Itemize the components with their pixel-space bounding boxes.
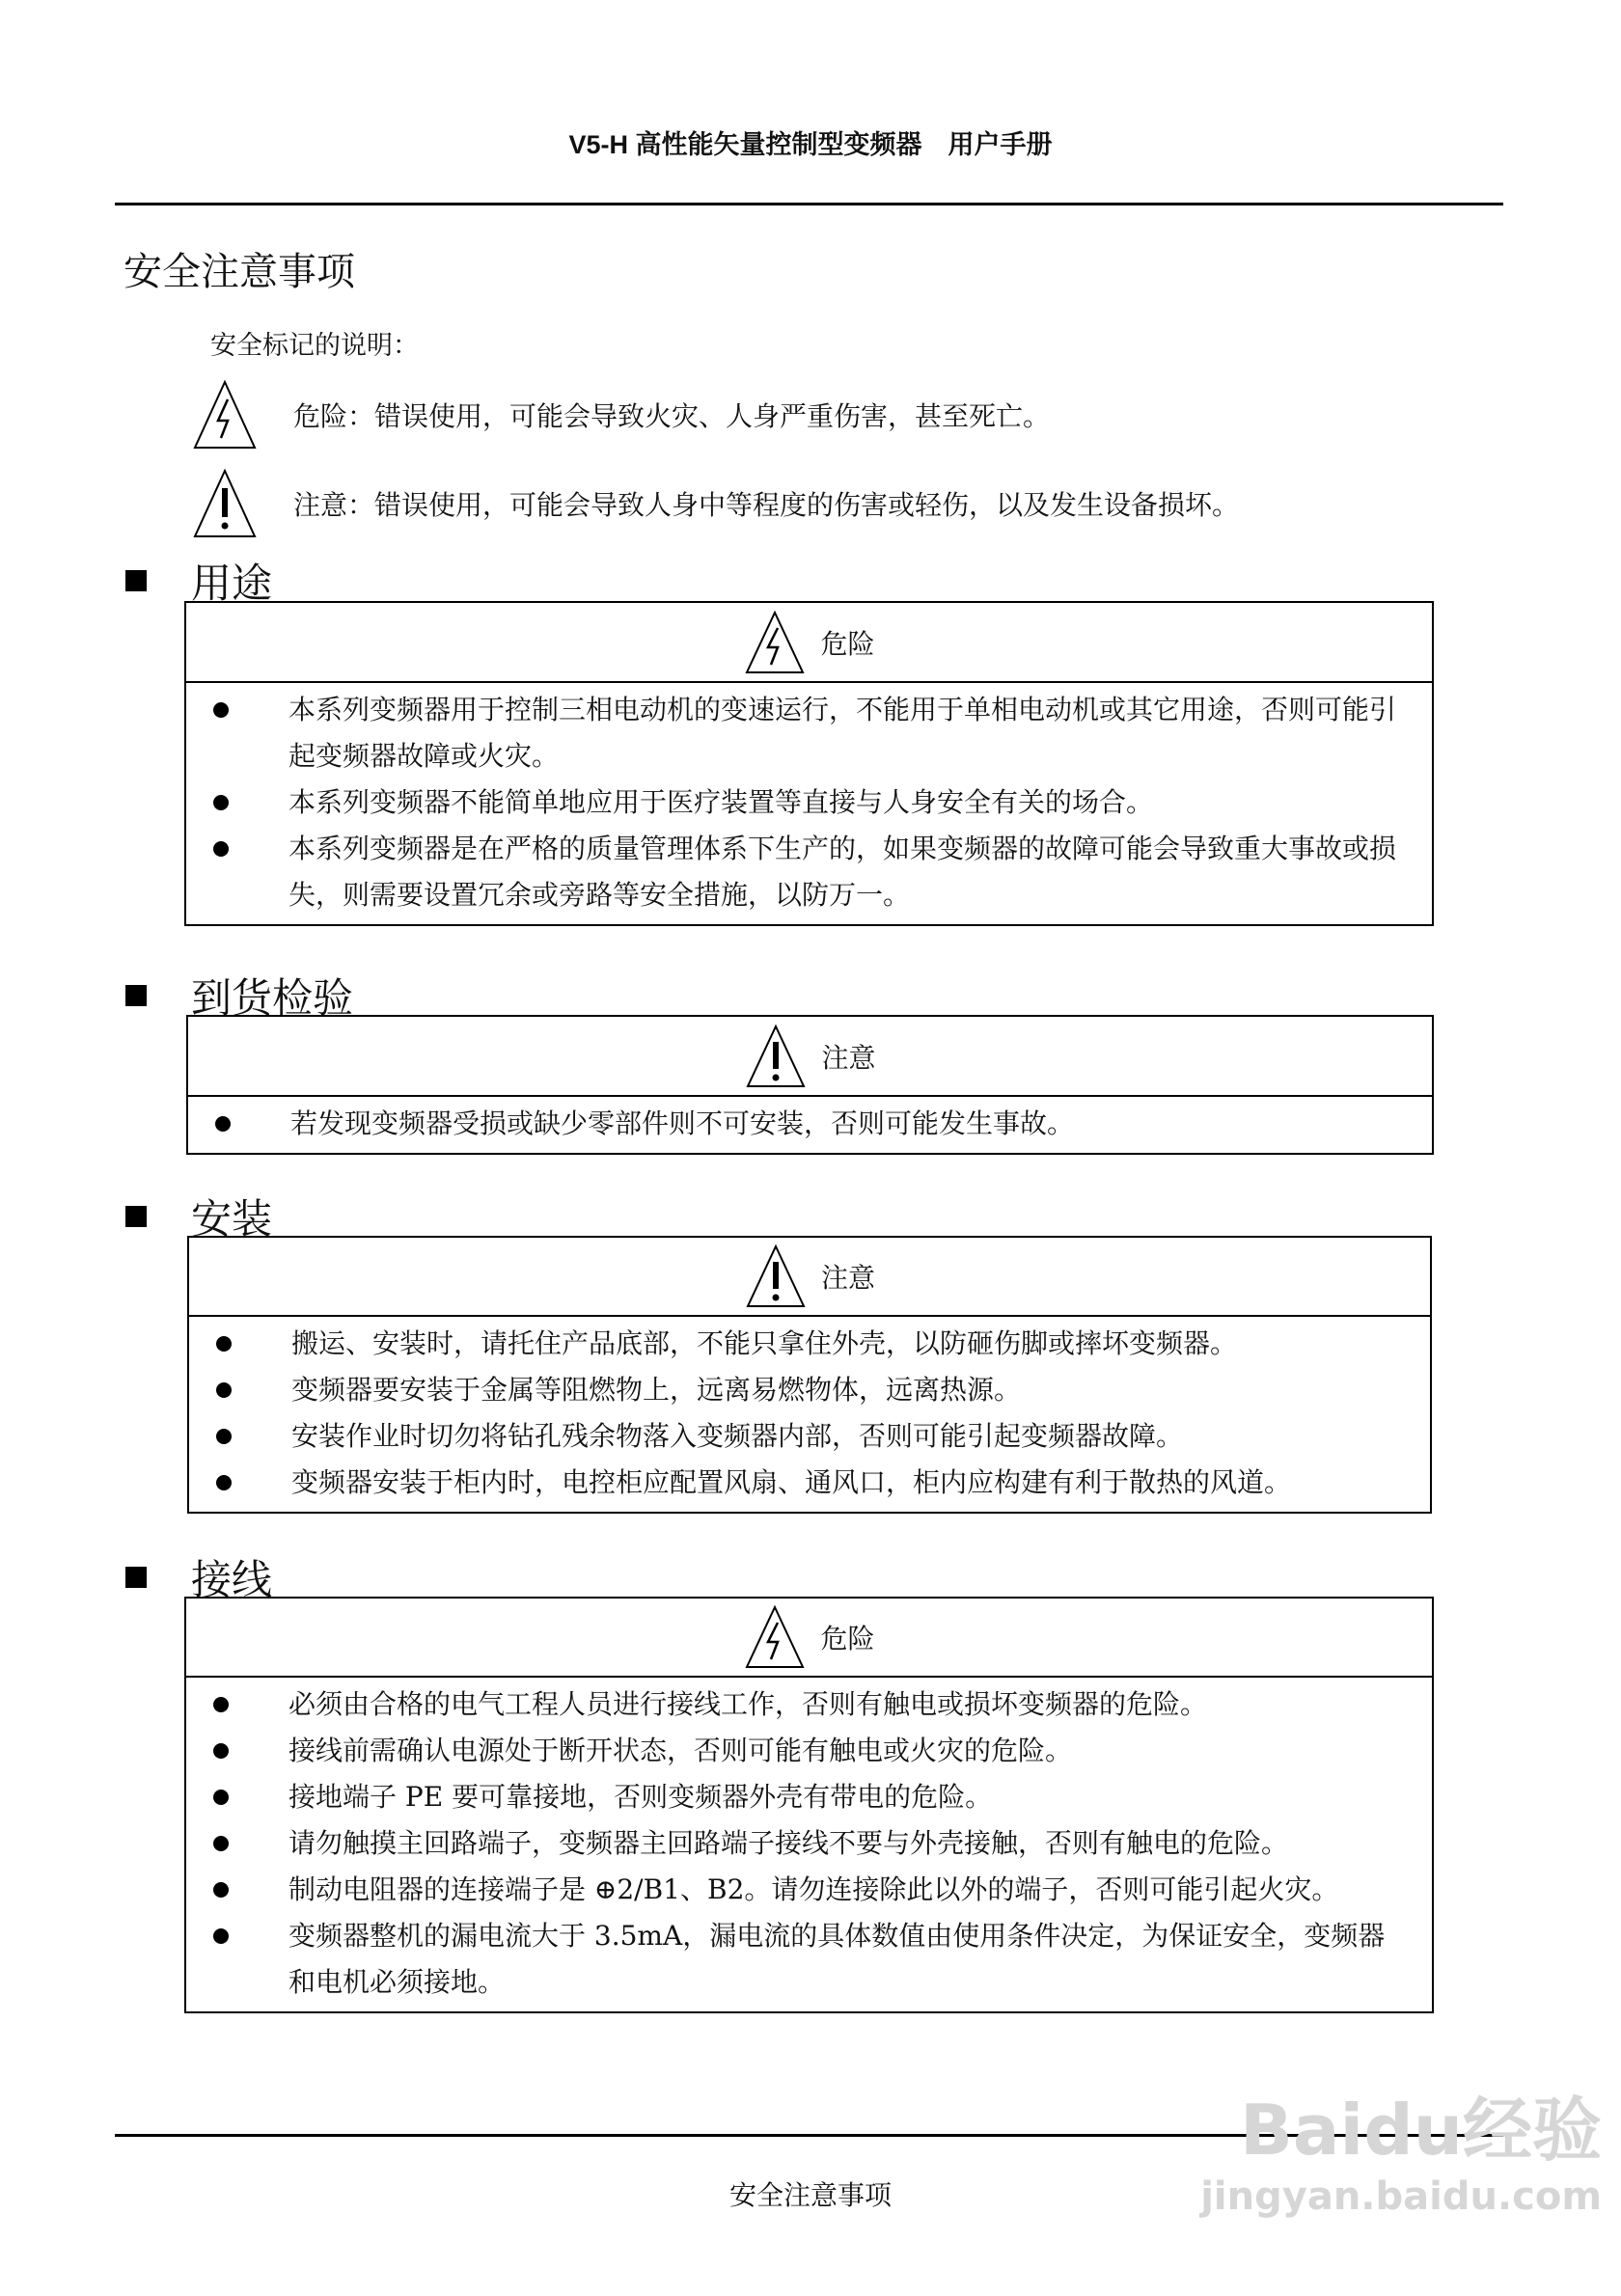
running-header: V5-H 高性能矢量控制型变频器 用户手册 — [568, 130, 1053, 159]
list-item — [186, 1774, 1432, 1820]
list-item-text: 请勿触摸主回路端子，变频器主回路端子接线不要与外壳接触，否则有触电的危险。 — [288, 1827, 1289, 1859]
bullet-icon — [213, 1697, 229, 1712]
list-item-text: 接线前需确认电源处于断开状态，否则可能有触电或火灾的危险。 — [288, 1735, 1073, 1766]
legend-caution — [191, 467, 1239, 540]
list-item-text: 变频器要安装于金属等阻燃物上，远离易燃物体，远离热源。 — [291, 1374, 1022, 1406]
list-item — [186, 1728, 1432, 1774]
notice-box-header — [186, 1599, 1432, 1678]
notice-label: 注意 — [821, 1041, 876, 1074]
section-heading-text: 安装 — [191, 1195, 273, 1243]
bullet-icon — [213, 795, 229, 810]
caution-exclamation-icon — [744, 1023, 808, 1090]
notice-label: 危险 — [820, 1623, 875, 1654]
list-item-text: 安装作业时切勿将钻孔残余物落入变频器内部，否则可能引起变频器故障。 — [291, 1420, 1184, 1452]
caution-exclamation-icon — [744, 1243, 808, 1310]
notice-box — [184, 601, 1434, 926]
list-item — [186, 1913, 1432, 2006]
danger-lightning-icon — [191, 378, 259, 451]
section-heading-text: 到货检验 — [191, 974, 354, 1022]
legend-intro: 安全标记的说明： — [210, 331, 419, 361]
list-item-text: 必须由合格的电气工程人员进行接线工作，否则有触电或损坏变频器的危险。 — [288, 1688, 1208, 1720]
list-item — [186, 1820, 1432, 1867]
square-bullet-icon — [125, 1206, 147, 1227]
list-item — [186, 687, 1432, 779]
bullet-icon — [213, 1836, 229, 1851]
watermark-logo: Baidu经验 — [1240, 2090, 1602, 2171]
bullet-icon — [213, 1928, 229, 1944]
section-heading-text: 用途 — [191, 560, 273, 607]
list-item-text: 接地端子 PE 要可靠接地，否则变频器外壳有带电的危险。 — [288, 1781, 993, 1813]
watermark — [1200, 2074, 1602, 2219]
legend-danger-text: 危险：错误使用，可能会导致火灾、人身严重伤害，甚至死亡。 — [293, 400, 1051, 432]
legend-caution-text: 注意：错误使用，可能会导致人身中等程度的伤害或轻伤，以及发生设备损坏。 — [293, 489, 1240, 521]
list-item — [189, 1321, 1430, 1367]
list-item — [189, 1460, 1430, 1506]
list-item-text: 若发现变频器受损或缺少零部件则不可安装，否则可能发生事故。 — [290, 1107, 1075, 1139]
bullet-icon — [213, 702, 229, 718]
notice-box — [187, 1236, 1432, 1514]
bullet-icon — [216, 1382, 232, 1398]
list-item — [186, 779, 1432, 826]
bullet-icon — [216, 1429, 232, 1444]
list-item — [186, 826, 1432, 918]
square-bullet-icon — [125, 985, 147, 1006]
legend-danger — [191, 378, 1050, 451]
bullet-icon — [213, 1790, 229, 1805]
list-item — [186, 1681, 1432, 1728]
notice-box-header — [189, 1238, 1430, 1317]
footer-text: 安全注意事项 — [728, 2179, 892, 2211]
bullet-icon — [213, 1743, 229, 1759]
list-item-text: 本系列变频器是在严格的质量管理体系下生产的，如果变频器的故障可能会导致重大事故或损失，则需要设置冗余或旁路等安全措施，以防万一。 — [288, 833, 1397, 911]
list-item-text: 搬运、安装时，请托住产品底部，不能只拿住外壳，以防砸伤脚或摔坏变频器。 — [291, 1327, 1238, 1359]
notice-box-header — [188, 1017, 1432, 1097]
caution-exclamation-icon — [191, 467, 259, 540]
bullet-icon — [216, 1336, 232, 1352]
notice-box — [186, 1015, 1434, 1155]
list-item-text: 变频器整机的漏电流大于 3.5mA，漏电流的具体数值由使用条件决定，为保证安全，变频器和电机必须接地。 — [288, 1920, 1386, 1998]
header-divider — [115, 203, 1503, 205]
bullet-icon — [215, 1116, 231, 1132]
danger-lightning-icon — [743, 1603, 807, 1671]
notice-box-header — [186, 603, 1432, 683]
danger-lightning-icon — [743, 609, 807, 676]
page-title: 安全注意事项 — [124, 250, 355, 294]
list-item-text: 本系列变频器用于控制三相电动机的变速运行，不能用于单相电动机或其它用途，否则可能引起变频器故障或火灾。 — [288, 694, 1397, 772]
bullet-icon — [216, 1475, 232, 1490]
list-item-text: 本系列变频器不能简单地应用于医疗装置等直接与人身安全有关的场合。 — [288, 786, 1154, 818]
list-item — [189, 1413, 1430, 1460]
list-item — [186, 1867, 1432, 1913]
watermark-url: jingyan.baidu.com — [1200, 2174, 1602, 2219]
list-item — [188, 1101, 1432, 1147]
bullet-icon — [213, 841, 229, 857]
notice-label: 危险 — [820, 627, 875, 660]
list-item-text: 制动电阻器的连接端子是 ⊕2/B1、B2。请勿连接除此以外的端子，否则可能引起火灾。 — [288, 1873, 1339, 1905]
list-item — [189, 1367, 1430, 1413]
section-heading-text: 接线 — [191, 1556, 273, 1603]
list-item-text: 变频器安装于柜内时，电控柜应配置风扇、通风口，柜内应构建有利于散热的风道。 — [291, 1466, 1292, 1498]
notice-box — [184, 1597, 1434, 2013]
bullet-icon — [213, 1882, 229, 1898]
square-bullet-icon — [125, 1567, 147, 1588]
square-bullet-icon — [125, 570, 147, 591]
notice-label: 注意 — [820, 1262, 875, 1294]
